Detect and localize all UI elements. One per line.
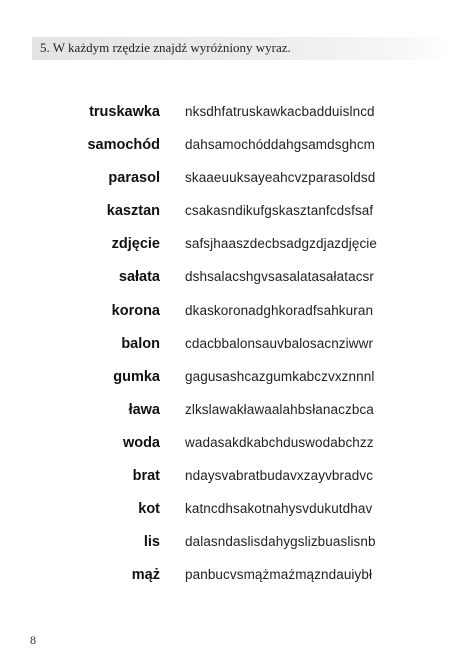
letter-string: zlkslawakławaalahbsłanaczbca bbox=[185, 401, 374, 417]
target-word: sałata bbox=[118, 269, 160, 286]
target-word: zdjęcie bbox=[111, 236, 160, 253]
letter-string: wadasakdkabchduswodabchzz bbox=[185, 434, 374, 450]
word-search-rows bbox=[0, 104, 474, 600]
word-row bbox=[0, 269, 474, 302]
letter-string: safsjhaaszdecbsadgzdjazdjęcie bbox=[185, 236, 378, 252]
exercise-header-bar bbox=[32, 37, 454, 60]
letter-string: cdacbbalonsauvbalosacnziwwr bbox=[185, 335, 374, 351]
letter-string: katncdhsakotnahysvdukutdhav bbox=[185, 501, 373, 517]
letter-string: csakasndikufgskasztanfcdsfsaf bbox=[185, 203, 374, 219]
letter-string: panbucvsmążmażmązndauiybł bbox=[185, 567, 373, 583]
word-row bbox=[0, 402, 474, 435]
exercise-instruction: 5. W każdym rzędzie znajdź wyróżniony wyraz. bbox=[40, 40, 291, 55]
word-row bbox=[0, 303, 474, 336]
target-word: balon bbox=[121, 335, 160, 352]
letter-string: nksdhfatruskawkacbadduislncd bbox=[185, 104, 375, 119]
word-row bbox=[0, 203, 474, 236]
word-row bbox=[0, 104, 474, 137]
letter-string: dshsalacshgvsasalatasałatacsr bbox=[185, 269, 374, 285]
letter-string: dahsamochóddahgsamdsghcm bbox=[185, 137, 376, 153]
word-row bbox=[0, 137, 474, 170]
target-word: brat bbox=[132, 468, 160, 485]
word-row bbox=[0, 567, 474, 600]
word-row bbox=[0, 236, 474, 269]
target-word: kot bbox=[138, 501, 160, 518]
target-word: korona bbox=[111, 302, 160, 319]
word-row bbox=[0, 468, 474, 501]
page-number: 8 bbox=[30, 633, 36, 647]
word-row bbox=[0, 336, 474, 369]
target-word: samochód bbox=[87, 137, 160, 154]
word-row bbox=[0, 501, 474, 534]
target-word: lis bbox=[143, 534, 160, 551]
letter-string: gagusashcazgumkabczvxznnnl bbox=[185, 368, 375, 384]
target-word: woda bbox=[122, 434, 160, 451]
target-word: truskawka bbox=[89, 104, 160, 120]
target-word: parasol bbox=[108, 170, 160, 187]
target-word: gumka bbox=[113, 368, 160, 385]
target-word: kasztan bbox=[106, 203, 160, 220]
letter-string: dalasndaslisdahygslizbuaslisnb bbox=[185, 534, 376, 550]
word-row bbox=[0, 534, 474, 567]
letter-string: dkaskoronadghkoradfsahkuran bbox=[185, 302, 374, 318]
word-row bbox=[0, 435, 474, 468]
target-word: ława bbox=[128, 401, 160, 418]
target-word: mąż bbox=[131, 567, 160, 584]
letter-string: ndaysvabratbudavxzayvbradvc bbox=[185, 468, 374, 484]
word-row bbox=[0, 170, 474, 203]
word-row bbox=[0, 369, 474, 402]
letter-string: skaaeuuksayeahcvzparasoldsd bbox=[185, 170, 376, 186]
